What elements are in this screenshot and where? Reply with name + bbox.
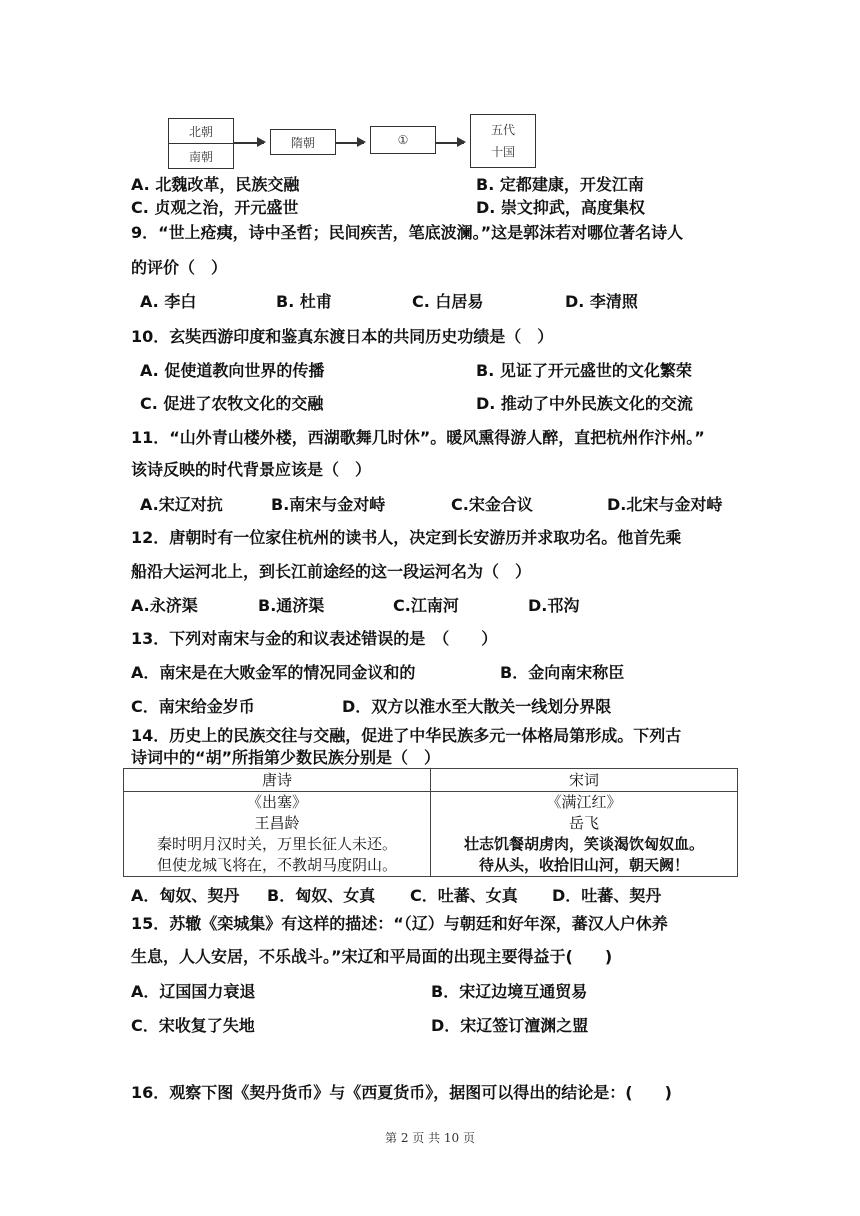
poem-line: 待从头，收拾旧山河，朝天阙！: [478, 856, 689, 874]
q13-option-c: C．南宋给金岁币: [131, 697, 255, 716]
q11-option-a: A.宋辽对抗: [140, 495, 223, 514]
page-footer: 第 2 页 共 10 页: [385, 1131, 475, 1145]
q10-option-a: A. 促使道教向世界的传播: [140, 361, 325, 380]
q11-option-b: B.南宋与金对峙: [271, 495, 386, 514]
q10-option-d: D. 推动了中外民族文化的交流: [476, 394, 693, 413]
q11-stem-line2: 该诗反映的时代背景应该是（ ）: [131, 460, 372, 479]
q15-option-d: D．宋辽签订澶渊之盟: [431, 1016, 589, 1035]
q8-option-c: C. 贞观之治，开元盛世: [131, 198, 299, 217]
q13-option-a: A．南宋是在大败金军的情况同金议和的: [131, 663, 416, 682]
tang-poem-cell: [124, 792, 431, 877]
poem-author: 王昌龄: [254, 814, 300, 832]
arrow-icon: [234, 142, 264, 144]
arrow-icon: [336, 142, 364, 144]
box-five-dynasties: [470, 114, 536, 168]
q10-stem: 10．玄奘西游印度和鉴真东渡日本的共同历史功绩是（ ）: [131, 327, 554, 346]
box-five-dynasties-line2: 十国: [490, 145, 515, 159]
poem-line: 壮志饥餐胡虏肉，笑谈渴饮匈奴血。: [463, 835, 704, 853]
q15-option-b: B．宋辽边境互通贸易: [431, 982, 588, 1001]
box-blank-1: ①: [370, 126, 436, 154]
poem-line: 秦时明月汉时关，万里长征人未还。: [156, 835, 397, 853]
q16-stem: 16．观察下图《契丹货币》与《西夏货币》，据图可以得出的结论是：( ): [131, 1083, 672, 1102]
table-row: [124, 792, 738, 877]
table-row: [124, 769, 738, 792]
q9-option-b: B. 杜甫: [276, 292, 332, 311]
poem-title: 《满江红》: [546, 793, 622, 811]
q9-stem-line1: 9．“世上疮痍，诗中圣哲；民间疾苦，笔底波澜。”这是郭沫若对哪位著名诗人: [131, 223, 684, 242]
song-poem-cell: [431, 792, 738, 877]
q9-option-d: D. 李清照: [565, 292, 638, 311]
q9-option-c: C. 白居易: [412, 292, 484, 311]
q9-stem-line2: 的评价（ ）: [131, 258, 228, 277]
table-header-tang: 唐诗: [124, 769, 431, 792]
q14-option-a: A．匈奴、契丹: [131, 886, 240, 905]
q12-option-d: D.邗沟: [528, 596, 580, 615]
q13-option-b: B．金向南宋称臣: [500, 663, 625, 682]
q11-stem-line1: 11．“山外青山楼外楼，西湖歌舞几时休”。暖风熏得游人醉，直把杭州作汴州。”: [131, 428, 705, 447]
q14-stem-line1: 14．历史上的民族交往与交融，促进了中华民族多元一体格局第形成。下列古: [131, 726, 682, 745]
q11-option-d: D.北宋与金对峙: [607, 495, 723, 514]
q8-option-b: B. 定都建康，开发江南: [476, 175, 644, 194]
q12-stem-line1: 12．唐朝时有一位家住杭州的读书人，决定到长安游历并求取功名。他首先乘: [131, 528, 682, 547]
box-north-dynasty: 北朝: [168, 118, 234, 144]
q15-option-c: C．宋收复了失地: [131, 1016, 255, 1035]
q15-stem-line2: 生息，人人安居，不乐战斗。”宋辽和平局面的出现主要得益于( ): [131, 947, 613, 966]
poem-author: 岳飞: [568, 814, 599, 832]
q12-option-a: A.永济渠: [131, 596, 198, 615]
q14-stem-line2: 诗词中的“胡”所指第少数民族分别是（ ）: [131, 748, 441, 767]
q14-option-c: C．吐蕃、女真: [410, 886, 518, 905]
q13-option-d: D．双方以淮水至大散关一线划分界限: [342, 697, 612, 716]
poem-line: 但使龙城飞将在，不教胡马度阴山。: [156, 856, 397, 874]
q8-option-d: D. 崇文抑武，高度集权: [476, 198, 645, 217]
poems-table: [123, 768, 738, 877]
q14-option-b: B．匈奴、女真: [267, 886, 376, 905]
q15-stem-line1: 15．苏辙《栾城集》有这样的描述：“（辽）与朝廷和好年深，蕃汉人户休养: [131, 914, 668, 933]
q15-option-a: A．辽国国力衰退: [131, 982, 256, 1001]
q11-option-c: C.宋金合议: [451, 495, 533, 514]
q10-option-b: B. 见证了开元盛世的文化繁荣: [476, 361, 692, 380]
q8-option-a: A. 北魏改革，民族交融: [131, 175, 300, 194]
q13-stem: 13．下列对南宋与金的和议表述错误的是 （ ）: [131, 629, 498, 648]
box-south-dynasty: 南朝: [168, 143, 234, 169]
q10-option-c: C. 促进了农牧文化的交融: [140, 394, 324, 413]
q12-option-c: C.江南河: [393, 596, 459, 615]
box-sui-dynasty: 隋朝: [270, 129, 336, 155]
q14-option-d: D．吐蕃、契丹: [552, 886, 662, 905]
q12-stem-line2: 船沿大运河北上，到长江前途经的这一段运河名为（ ）: [131, 562, 532, 581]
table-header-song: 宋词: [431, 769, 738, 792]
poem-title: 《出塞》: [246, 793, 307, 811]
box-five-dynasties-line1: 五代: [490, 123, 515, 137]
q9-option-a: A. 李白: [140, 292, 197, 311]
arrow-icon: [436, 142, 464, 144]
q12-option-b: B.通济渠: [258, 596, 325, 615]
